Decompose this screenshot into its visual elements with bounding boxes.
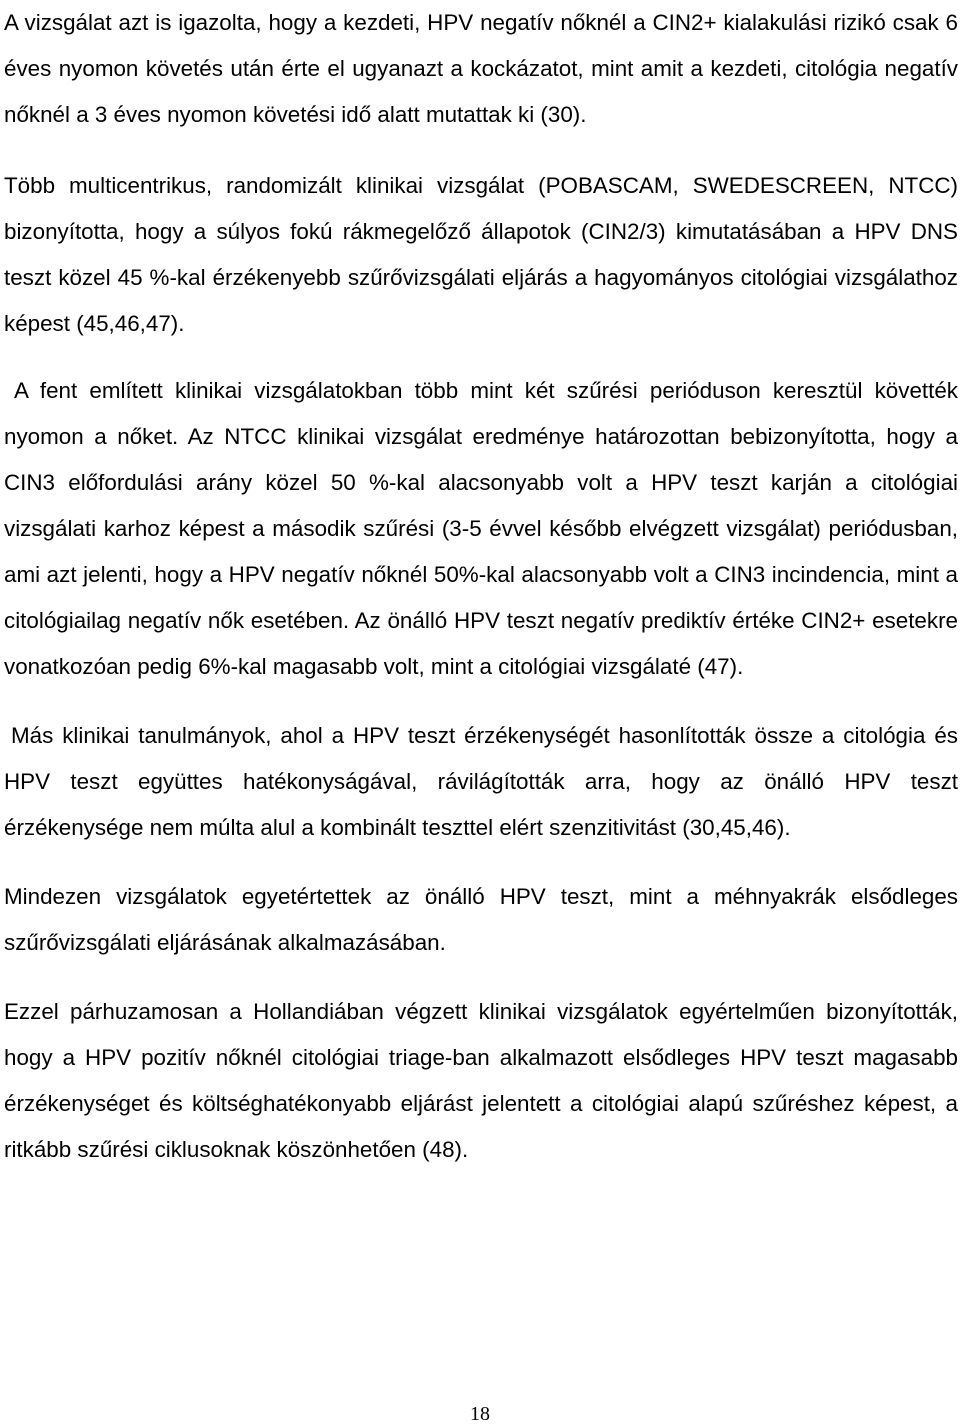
paragraph-4: Más klinikai tanulmányok, ahol a HPV teszt érzékenységét hasonlították össze a citológia és HPV teszt együttes hatékonyságával, rávilágították arra, hogy az önálló HPV teszt érzékenysége nem múlta alul a kombinált teszttel elért szenzitivitást (30,45,46). <box>4 723 958 840</box>
paragraph-6: Ezzel párhuzamosan a Hollandiában végzett klinikai vizsgálatok egyértelműen bizonyították, hogy a HPV pozitív nőknél citológiai triage-ban alkalmazott elsődleges HPV teszt magasabb érzékenységet és költséghatékonyabb eljárást jelentett a citológiai alapú szűréshez képest, a ritkább szűrési ciklusoknak köszönhetően (48). <box>4 999 958 1162</box>
document-body <box>4 0 958 1173</box>
paragraph-2: Több multicentrikus, randomizált klinikai vizsgálat (POBASCAM, SWEDESCREEN, NTCC) bizonyította, hogy a súlyos fokú rákmegelőző állapotok (CIN2/3) kimutatásában a HPV DNS teszt közel 45 %-kal érzékenyebb szűrővizsgálati eljárás a hagyományos citológiai vizsgálathoz képest (45,46,47). <box>4 173 958 336</box>
paragraph-5: Mindezen vizsgálatok egyetértettek az önálló HPV teszt, mint a méhnyakrák elsődleges szűrővizsgálati eljárásának alkalmazásában. <box>4 884 958 955</box>
paragraph-1: A vizsgálat azt is igazolta, hogy a kezdeti, HPV negatív nőknél a CIN2+ kialakulási rizikó csak 6 éves nyomon követés után érte el ugyanazt a kockázatot, mint amit a kezdeti, citológia negatív nőknél a 3 éves nyomon követési idő alatt mutattak ki (30). <box>4 10 958 127</box>
page-number: 18 <box>470 1403 490 1425</box>
paragraph-3: A fent említett klinikai vizsgálatokban több mint két szűrési perióduson keresztül követték nyomon a nőket. Az NTCC klinikai vizsgálat eredménye határozottan bebizonyította, hogy a CIN3 előfordulási arány közel 50 %-kal alacsonyabb volt a HPV teszt karján a citológiai vizsgálati karhoz képest a második szűrési (3-5 évvel később elvégzett vizsgálat) periódusban, ami azt jelenti, hogy a HPV negatív nőknél 50%-kal alacsonyabb volt a CIN3 incindencia, mint a citológiailag negatív nők esetében. Az önálló HPV teszt negatív prediktív értéke CIN2+ esetekre vonatkozóan pedig 6%-kal magasabb volt, mint a citológiai vizsgálaté (47). <box>4 378 958 679</box>
